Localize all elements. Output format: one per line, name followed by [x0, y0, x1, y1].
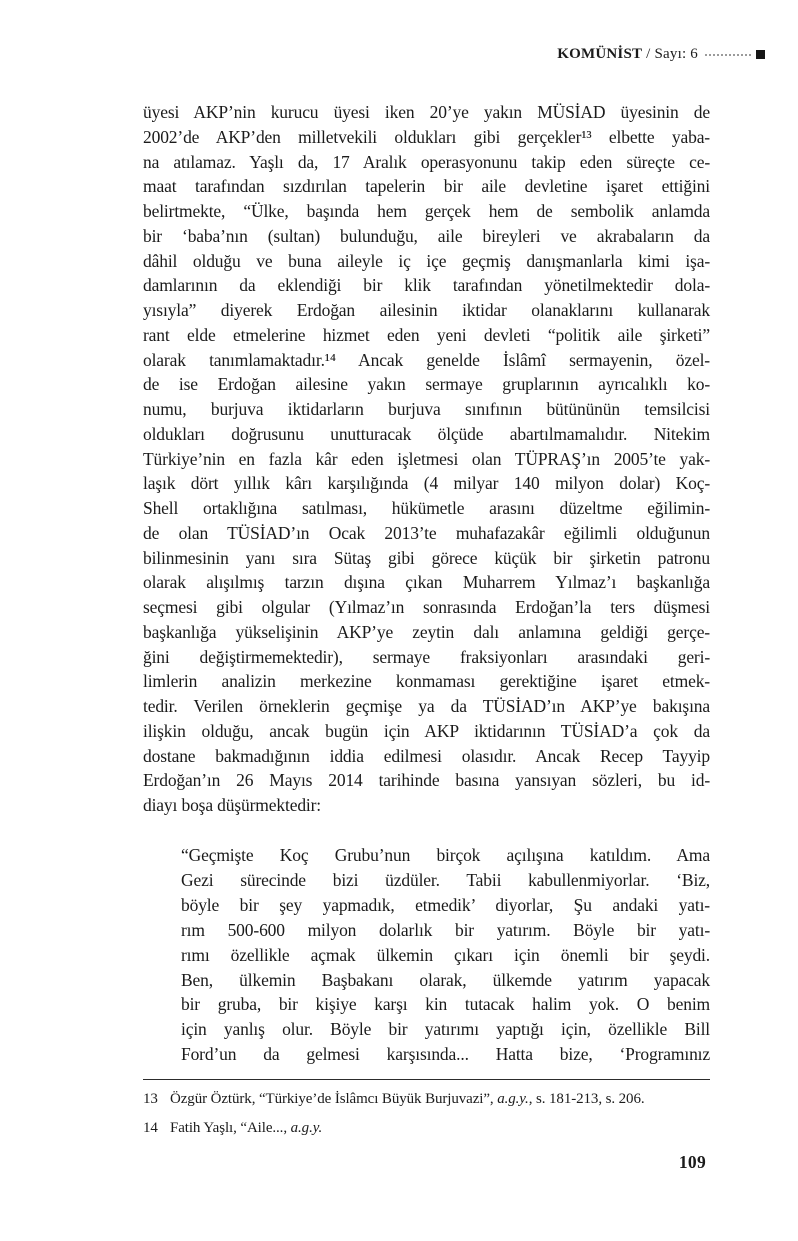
body-text-line: na atılamaz. Yaşlı da, 17 Aralık operasyonunu takip eden süreçte ce-: [143, 151, 710, 172]
body-text-line: laşık dört yıllık kârı karşılığında (4 milyar 140 milyon dolar) Koç-: [143, 473, 710, 494]
page-header: [143, 46, 765, 63]
quote-text-line: için yanlış olur. Böyle bir yatırımı yaptığı için, özellikle Bill: [181, 1019, 710, 1040]
body-text-line: de ise Erdoğan ailesine yakın sermaye gruplarının ayrıcalıklı ko-: [143, 374, 710, 395]
footnote-divider-rule: [143, 1079, 710, 1080]
body-text-line: ilişkin olduğu, ancak bugün için AKP iktidarının TÜSİAD’a çok da: [143, 720, 710, 741]
body-text-line: rant elde etmelerine hizmet eden yeni devleti “politik aile şirketi”: [143, 324, 710, 345]
footnote-text-pre: Fatih Yaşlı, “Aile...,: [170, 1120, 291, 1136]
body-text-line: yısıyla” diyerek Erdoğan ailesinin iktidar olanaklarını kullanarak: [143, 300, 710, 320]
header-separator: /: [642, 46, 655, 62]
footnote-text: [170, 1089, 645, 1109]
body-text-line: seçmesi gibi olgular (Yılmaz’ın sonrasında Erdoğan’la ters düşmesi: [143, 597, 710, 617]
footnote-14: [143, 1118, 743, 1138]
journal-title: KOMÜNİST: [557, 46, 643, 62]
issue-number: Sayı: 6: [654, 46, 698, 62]
footnotes-section: [143, 1089, 743, 1147]
footnote-text: [170, 1118, 322, 1138]
footnote-text-pre: Özgür Öztürk, “Türkiye’de İslâmcı Büyük Burjuvazi”,: [170, 1091, 498, 1107]
quote-text-line: Ben, ülkemin Başbakanı olarak, ülkemde yatırım yapacak: [181, 969, 710, 990]
body-text-line: 2002’de AKP’den milletvekili oldukları gibi gerçekler¹³ elbette yaba-: [143, 126, 710, 147]
footnote-13: [143, 1089, 743, 1109]
body-text-line: dostane bakmadığının iddia edilmesi olasıdır. Ancak Recep Tayyip: [143, 745, 710, 766]
footnote-text-italic: a.g.y.: [497, 1091, 529, 1107]
body-text-line: ğini değiştirmemektedir), sermaye fraksiyonları arasındaki geri-: [143, 646, 710, 667]
body-text-line: tedir. Verilen örneklerin geçmişe ya da TÜSİAD’ın AKP’ye bakışına: [143, 696, 710, 716]
quote-text-line: Ford’un da gelmesi karşısında... Hatta bize, ‘Programınız: [181, 1044, 710, 1065]
quote-text-line: rımı özellikle açmak ülkemin çıkarı için önemli bir şeydi.: [181, 944, 710, 965]
body-text-line: başkanlığa yükselişinin AKP’ye zeytin dalı anlamına geldiği gerçe-: [143, 621, 710, 642]
block-quote: [181, 843, 710, 1067]
footnote-text-post: , s. 181-213, s. 206.: [528, 1091, 645, 1107]
body-paragraph: [143, 100, 710, 818]
quote-text-line: rım 500-600 milyon dolarlık bir yatırım. Böyle bir yatı-: [181, 919, 710, 940]
body-text-line: üyesi AKP’nin kurucu üyesi iken 20’ye yakın MÜSİAD üyesinin de: [143, 102, 710, 122]
body-text-line: dâhil olduğu ve buna aileyle iç içe geçmiş danışmanlarla kimi işa-: [143, 250, 710, 271]
quote-text-line: böyle bir şey yapmadık, etmedik’ diyorlar, Şu andaki yatı-: [181, 894, 710, 915]
body-text-line: numu, burjuva iktidarların burjuva sınıfının bütününün temsilcisi: [143, 399, 710, 419]
page-number: 109: [678, 1152, 706, 1172]
body-text-line: Shell ortaklığına satılması, hükümetle arasını düzeltme eğilimin-: [143, 498, 710, 518]
body-text-line: bir ‘baba’nın (sultan) bulunduğu, aile bireyleri ve akrabaların da: [143, 225, 710, 246]
footnote-text-italic: a.g.y.: [290, 1120, 323, 1136]
body-text-line: oldukları doğrusunu unutturacak ölçüde abartılmamalıdır. Nitekim: [143, 423, 710, 444]
body-text-line: limlerin analizin merkezine konmaması gerektiğine işaret etmek-: [143, 671, 710, 692]
body-text-line: de olan TÜSİAD’ın Ocak 2013’te muhafazakâr eğilimli olduğunun: [143, 522, 710, 543]
dotted-leader-line: [705, 54, 751, 56]
header-square-marker: [756, 50, 765, 59]
footnote-number: 13: [143, 1091, 158, 1107]
footnote-number: 14: [143, 1120, 158, 1136]
body-text-line: bilinmesinin yanı sıra Sütaş gibi görece küçük bir şirketin patronu: [143, 547, 710, 568]
quote-text-line: Gezi sürecinde bizi üzdüler. Tabii kabullenmiyorlar. ‘Biz,: [181, 869, 710, 890]
body-text-line: maat tarafından sızdırılan tapelerin bir aile devletine işaret ettiğini: [143, 176, 710, 197]
body-text-line: olarak alışılmış tarzın dışına çıkan Muharrem Yılmaz’ı başkanlığa: [143, 572, 710, 593]
quote-text-line: “Geçmişte Koç Grubu’nun birçok açılışına katıldım. Ama: [181, 845, 710, 865]
quote-text-line: bir gruba, bir kişiye karşı kin tutacak halim yok. O benim: [181, 994, 710, 1015]
body-text-line: damlarının da eklendiği bir klik tarafından yönetilmektedir dola-: [143, 275, 710, 296]
body-text-line: olarak tanımlamaktadır.¹⁴ Ancak genelde İslâmî sermayenin, özel-: [143, 349, 710, 370]
body-text-line: Türkiye’nin en fazla kâr eden işletmesi olan TÜPRAŞ’ın 2005’te yak-: [143, 448, 710, 469]
body-text-line: belirtmekte, “Ülke, başında hem gerçek hem de sembolik anlamda: [143, 201, 710, 221]
body-text-line: Erdoğan’ın 26 Mayıs 2014 tarihinde basına yansıyan sözleri, bu id-: [143, 770, 710, 791]
body-text-line: diayı boşa düşürmektedir:: [143, 795, 322, 815]
